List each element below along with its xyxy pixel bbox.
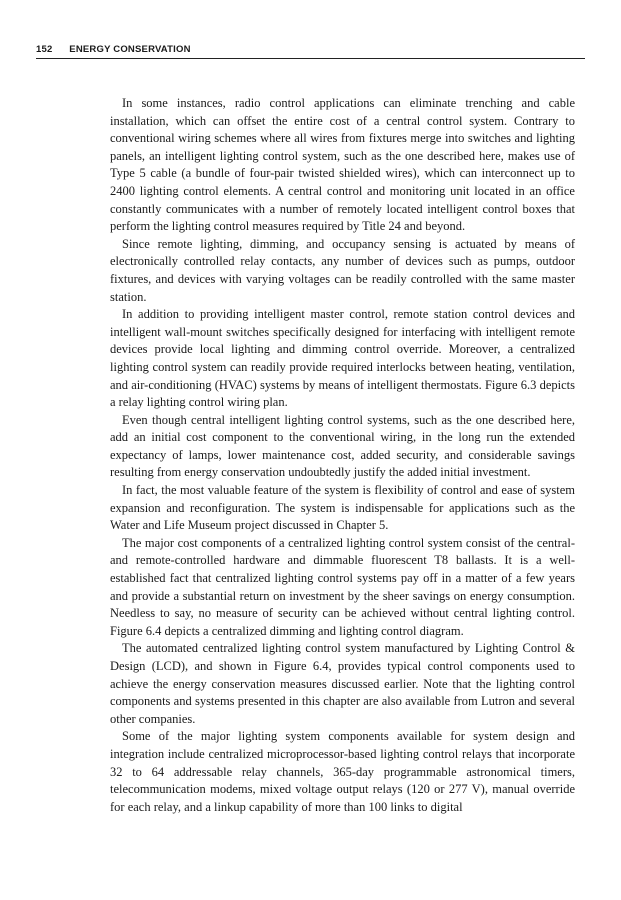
page-number: 152 [36, 44, 53, 55]
running-title: ENERGY CONSERVATION [69, 44, 191, 55]
paragraph: In some instances, radio control applications can eliminate trenching and cable installation, which can offset the entire cost of a central control system. Contrary to conventional wiring schemes where all wires from fixtures merge into switches and lighting panels, an intelligent lighting control system, such as the one described here, makes use of Type 5 cable (a bundle of four-pair twisted shielded wires), which can interconnect up to 2400 lighting control elements. A central control and monitoring unit located in an office constantly communicates with a number of remotely located intelligent control boxes that perform the lighting control measures required by Title 24 and beyond. [110, 96, 575, 234]
paragraph: The automated centralized lighting control system manufactured by Lighting Control & Design (LCD), and shown in Figure 6.4, provides typical control components used to achieve the energy conservation measures discussed earlier. Note that the lighting control components and systems presented in this chapter are also available from Lutron and several other companies. [110, 641, 575, 726]
body-text [110, 95, 575, 816]
running-header [36, 44, 585, 59]
paragraph: Some of the major lighting system components available for system design and integration include centralized microprocessor-based lighting control relays that incorporate 32 to 64 addressable relay channels, 365-day programmable astronomical timers, telecommunication modems, mixed voltage output relays (120 or 277 V), manual override for each relay, and a linkup capability of more than 100 links to digital [110, 729, 575, 814]
paragraph: Even though central intelligent lighting control systems, such as the one described here, add an initial cost component to the conventional wiring, in the long run the extended expectancy of lamps, lower maintenance cost, added security, and considerable savings resulting from energy conservation undoubtedly justify the added initial investment. [110, 412, 575, 480]
paragraph: The major cost components of a centralized lighting control system consist of the central- and remote-controlled hardware and dimmable fluorescent T8 ballasts. It is a well-established fact that centralized lighting control systems pay off in a matter of a few years and provide a substantial return on investment by the sheer savings on energy consumption. Needless to say, no measure of security can be achieved without central lighting control. Figure 6.4 depicts a centralized dimming and lighting control diagram. [110, 535, 575, 638]
paragraph: Since remote lighting, dimming, and occupancy sensing is actuated by means of electronically controlled relay contacts, any number of devices such as pumps, outdoor fixtures, and devices with varying voltages can be readily controlled with the same master station. [110, 236, 575, 304]
paragraph: In addition to providing intelligent master control, remote station control devices and intelligent wall-mount switches specifically designed for interfacing with intelligent remote devices provide local lighting and dimming control override. Moreover, a centralized lighting control system can readily provide required interlocks between heating, ventilation, and air-conditioning (HVAC) systems by means of intelligent thermostats. Figure 6.3 depicts a relay lighting control wiring plan. [110, 307, 575, 410]
paragraph: In fact, the most valuable feature of the system is flexibility of control and ease of system expansion and reconfiguration. The system is indispensable for applications such as the Water and Life Museum project discussed in Chapter 5. [110, 483, 575, 533]
